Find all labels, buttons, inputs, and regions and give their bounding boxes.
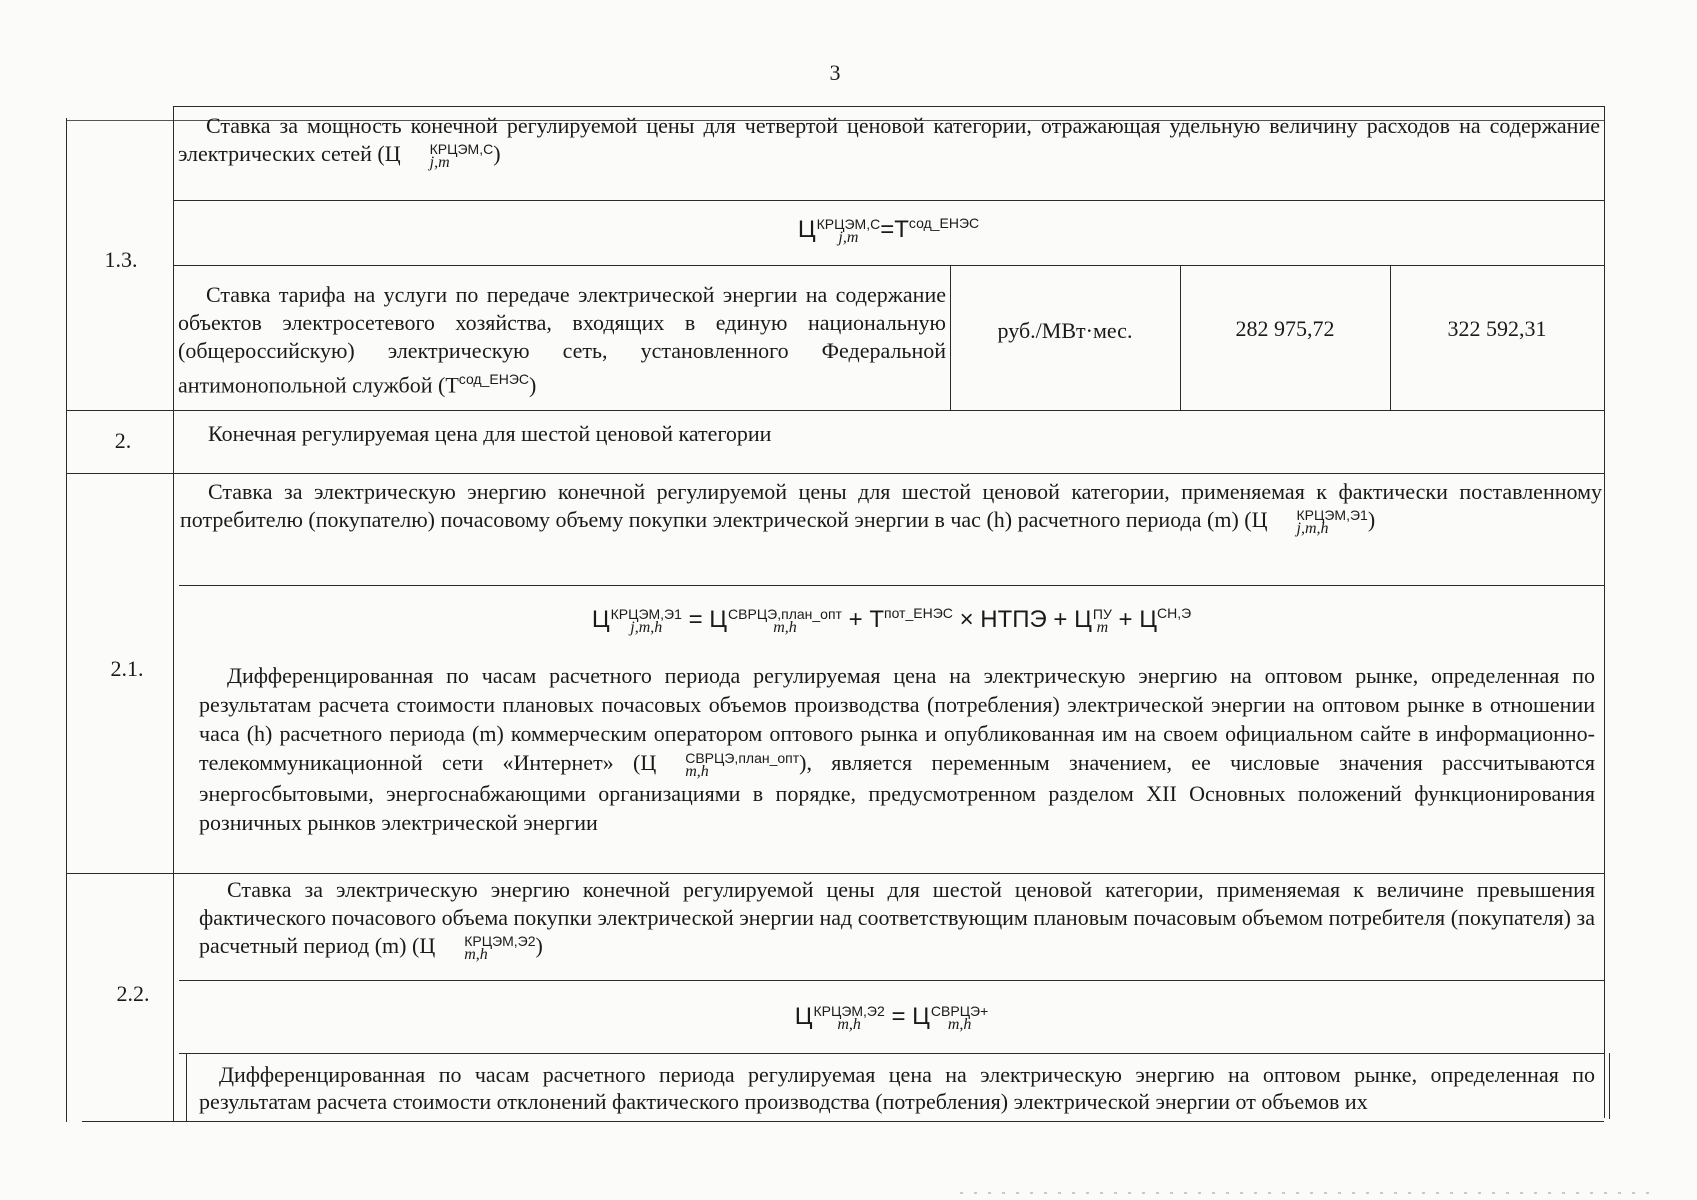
- formula-superscript: сод_ЕНЭС: [908, 215, 980, 231]
- tariff-close: ): [529, 372, 537, 398]
- formula-operator: =: [688, 606, 703, 633]
- formula-superscript: КРЦЭМ,Э1: [610, 605, 682, 622]
- formula-subscript: m,h: [947, 1015, 972, 1033]
- row-number: 2.: [114, 428, 132, 453]
- description-text: ), является переменным значением, ее числовые значения рассчитываются энергосбытовыми, энергоснабжающими организациями в порядке, предусмотренном разделом XII Основных положений функционирования розничных рынков электрической энергии: [199, 750, 1595, 835]
- title-symbol: Ц: [419, 933, 436, 958]
- title-text: Ставка за электрическую энергию конечной регулируемой цены для шестой ценовой категории, применяемая к фактически поставленному потребителю (покупателю) почасовому объему покупки электрической энергии в час (h) расчетного периода (m) (: [180, 479, 1602, 532]
- tariff-text: Ставка тарифа на услуги по передаче электрической энергии на содержание объектов электросетевого хозяйства, входящих в единую национальную (общероссийскую) электрическую сеть, установленного Федеральной антимонопольной службой (: [178, 282, 946, 398]
- title-subscript: m,h: [464, 945, 488, 963]
- formula: [179, 605, 1604, 635]
- formula-term: Ц: [591, 606, 610, 633]
- row-title: [178, 112, 1600, 170]
- formula-superscript: КРЦЭМ,Э2: [813, 1002, 885, 1019]
- value-cell-1: 282 975,72: [1235, 316, 1335, 341]
- formula-term: Ц: [912, 1003, 930, 1030]
- formula-superscript: ПУ: [1092, 605, 1112, 622]
- formula-superscript: СВРЦЭ+: [930, 1002, 989, 1019]
- formula-operator: +: [1053, 606, 1068, 633]
- tariff-symbol: Т: [445, 372, 459, 398]
- title-subscript: j,m: [429, 153, 450, 171]
- row-description: Дифференцированная по часам расчетного периода регулируемая цена на электрическую энергию на оптовом рынке, определенная по результатам расчета стоимости отклонений фактического производства (потребления) электрической энергии от объемов их: [199, 1062, 1595, 1114]
- formula-superscript: пот_ЕНЭС: [884, 605, 953, 621]
- unit-cell: руб./МВт·мес.: [997, 318, 1133, 343]
- value-cell-2: 322 592,31: [1447, 316, 1547, 341]
- formula-term: Ц: [1139, 606, 1157, 633]
- formula-subscript: m: [1096, 618, 1109, 636]
- title-superscript: КРЦЭМ,С: [429, 140, 494, 157]
- formula-superscript: СН,Э: [1156, 605, 1192, 621]
- tariff-superscript: сод_ЕНЭС: [458, 371, 529, 387]
- row-title: [199, 876, 1595, 962]
- formula-term: Ц: [797, 216, 816, 243]
- formula-operator: ×: [959, 606, 974, 633]
- formula-operator: +: [848, 606, 863, 633]
- formula-term: Ц: [709, 606, 728, 633]
- description-symbol: Ц: [640, 750, 657, 775]
- title-superscript: КРЦЭМ,Э2: [464, 932, 536, 949]
- formula-subscript: j,m,h: [630, 618, 663, 636]
- title-symbol: Ц: [384, 141, 401, 166]
- formula-term: Ц: [1074, 606, 1092, 633]
- formula-term: Т: [869, 606, 884, 633]
- row-title: Конечная регулируемая цена для шестой ценовой категории: [208, 421, 772, 446]
- formula-operator: +: [1118, 606, 1133, 633]
- formula: [173, 215, 1604, 245]
- title-text: Ставка за электрическую энергию конечной регулируемой цены для шестой ценовой категории, применяемая к величине превышения фактического почасового объема покупки электрической энергии над соответствующим плановым почасовым объемом потребителя (покупателя) за расчетный период (m) (: [199, 877, 1595, 958]
- title-subscript: j,m,h: [1296, 519, 1329, 537]
- title-close: ): [493, 141, 501, 166]
- formula-subscript: m,h: [837, 1015, 861, 1033]
- scan-artifact: [960, 1192, 1660, 1194]
- formula-superscript: СВРЦЭ,план_опт: [728, 605, 842, 622]
- description-subscript: m,h: [685, 762, 709, 780]
- formula-subscript: j,m: [838, 228, 859, 246]
- row-number: 2.1.: [110, 656, 144, 681]
- formula-operator: =: [891, 1003, 906, 1030]
- row-title: [180, 478, 1602, 536]
- formula-operator: =: [880, 216, 895, 243]
- formula-subscript: m,h: [773, 618, 797, 636]
- row-description: [199, 661, 1595, 837]
- title-superscript: КРЦЭМ,Э1: [1296, 506, 1368, 523]
- formula-term: Ц: [794, 1003, 813, 1030]
- description-superscript: СВРЦЭ,план_опт: [685, 749, 800, 766]
- title-symbol: Ц: [1251, 507, 1268, 532]
- description-text: Дифференцированная по часам расчетного периода регулируемая цена на электрическую энергию на оптовом рынке, определенная по результатам расчета стоимости плановых почасовых объемов производства (потребления) электрической энергии на оптовом рынке в отношении часа (h) расчетного периода (m) коммерческим оператором оптового рынка и опубликованная им на своем официальном сайте в информационно-телекоммуникационной сети «Интернет» (: [199, 663, 1595, 775]
- title-close: ): [1367, 507, 1376, 532]
- formula-term: Т: [894, 216, 909, 243]
- page-number: 3: [829, 60, 841, 85]
- title-text: Ставка за мощность конечной регулируемой цены для четвертой ценовой категории, отражающая удельную величину расходов на содержание электрических сетей (: [178, 113, 1600, 166]
- row-number: 1.3.: [104, 247, 138, 272]
- tariff-description: [178, 281, 946, 399]
- formula-superscript: КРЦЭМ,С: [816, 215, 881, 232]
- formula-term: НТПЭ: [980, 606, 1047, 633]
- title-close: ): [535, 933, 543, 958]
- formula: [179, 1003, 1604, 1032]
- row-number: 2.2.: [116, 981, 150, 1006]
